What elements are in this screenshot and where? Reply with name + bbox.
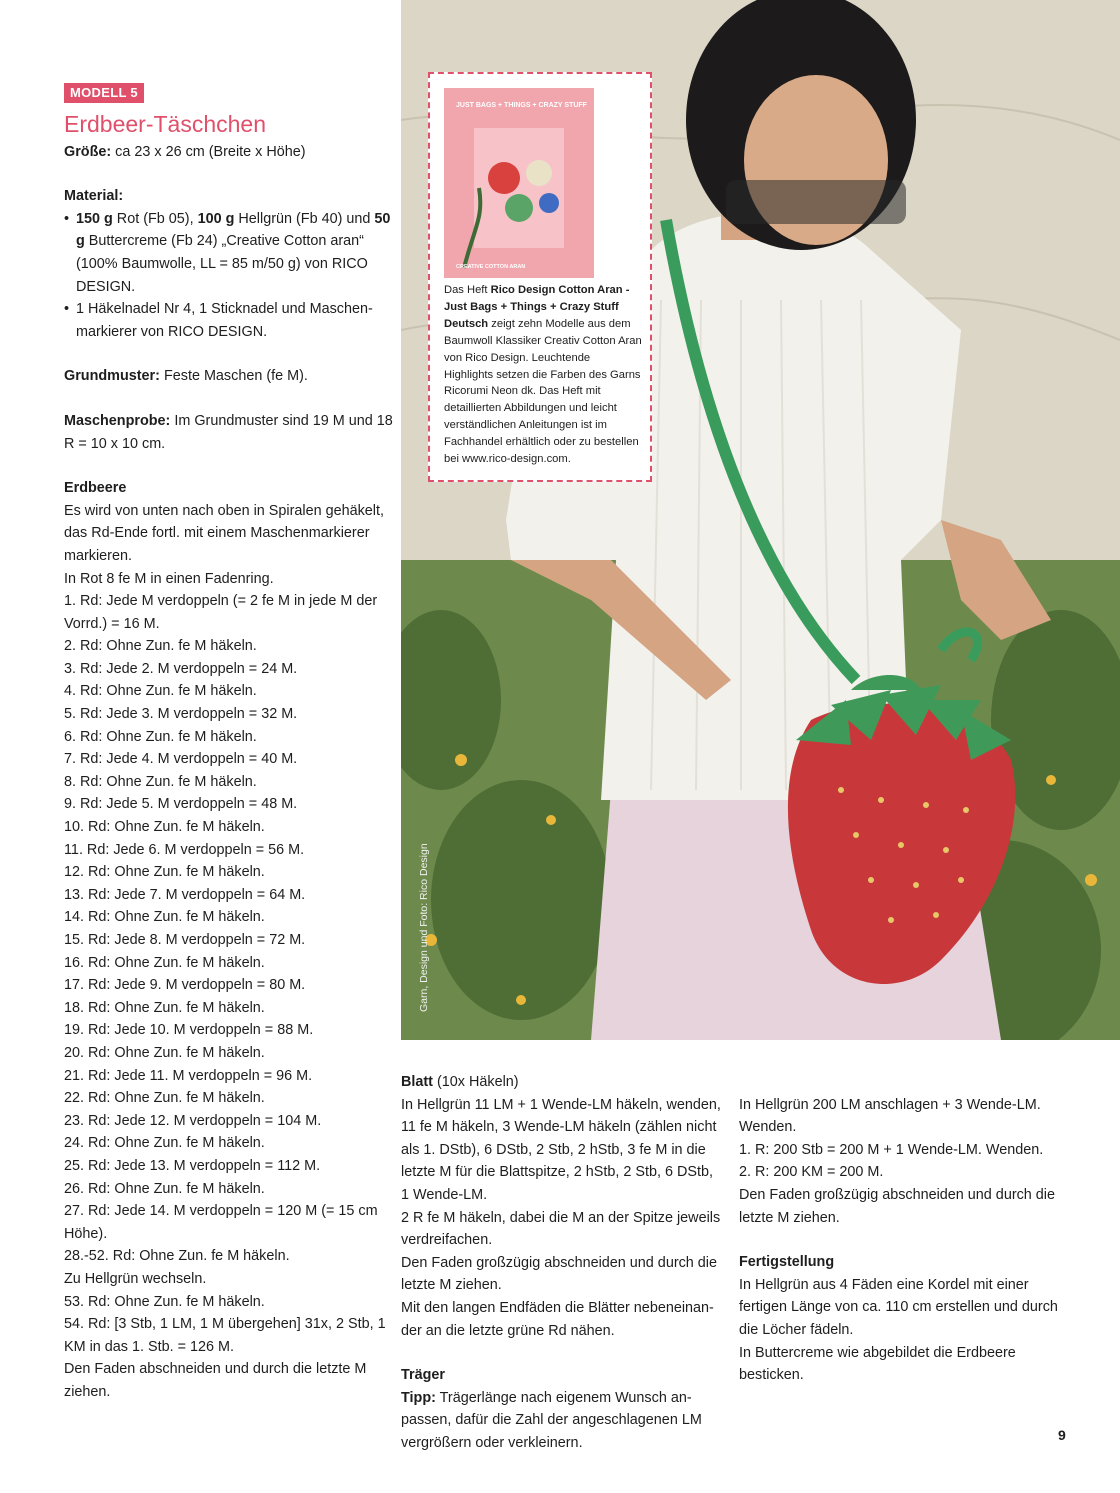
column-fertigstellung <box>739 1071 1079 1387</box>
traeger-line: 2. R: 200 KM = 200 M. <box>739 1164 884 1181</box>
erdbeere-round: 5. Rd: Jede 3. M verdoppeln = 32 M. <box>64 706 298 723</box>
book-cover-title: JUST BAGS + THINGS + CRAZY STUFF <box>456 102 587 109</box>
erdbeere-round: 13. Rd: Jede 7. M verdoppeln = 64 M. <box>64 886 306 903</box>
fertig-paragraph: In Buttercreme wie abgebildet die Erdbeere besticken. <box>739 1344 1016 1384</box>
size-label: Größe: <box>64 143 112 160</box>
book-cover-brand: CREATIVE COTTON ARAN <box>456 264 526 270</box>
erdbeere-round: 12. Rd: Ohne Zun. fe M häkeln. <box>64 864 265 881</box>
erdbeere-intro: In Rot 8 fe M in einen Fadenring. <box>64 570 274 587</box>
erdbeere-round: 28.-52. Rd: Ohne Zun. fe M häkeln. <box>64 1248 290 1265</box>
model-tag: MODELL 5 <box>64 83 144 103</box>
erdbeere-round: 7. Rd: Jede 4. M verdoppeln = 40 M. <box>64 751 298 768</box>
blatt-paragraph: Den Faden großzügig abschneiden und durch die letzte M ziehen. <box>401 1254 718 1294</box>
traeger-heading: Träger <box>401 1367 445 1384</box>
erdbeere-round: 22. Rd: Ohne Zun. fe M häkeln. <box>64 1090 265 1107</box>
traeger-line: 1. R: 200 Stb = 200 M + 1 Wende-LM. Wenden. <box>739 1141 1044 1158</box>
erdbeere-round: Den Faden abschneiden und durch die letzte M ziehen. <box>64 1361 367 1400</box>
fertig-heading: Fertigstellung <box>739 1254 835 1271</box>
column-blatt <box>401 1071 723 1455</box>
erdbeere-round: 9. Rd: Jede 5. M verdoppeln = 48 M. <box>64 796 298 813</box>
erdbeere-round: 10. Rd: Ohne Zun. fe M häkeln. <box>64 819 265 836</box>
page-title: Erdbeer-Täschchen <box>64 110 266 137</box>
erdbeere-round: 3. Rd: Jede 2. M verdoppeln = 24 M. <box>64 660 298 677</box>
book-info-box <box>428 72 652 482</box>
erdbeere-round: 27. Rd: Jede 14. M verdoppeln = 120 M (= 15 cm Höhe). <box>64 1203 378 1242</box>
erdbeere-round: 2. Rd: Ohne Zun. fe M häkeln. <box>64 638 257 655</box>
erdbeere-round: 17. Rd: Jede 9. M verdoppeln = 80 M. <box>64 977 306 994</box>
left-column <box>64 82 394 1403</box>
size-line <box>64 141 394 164</box>
tip-continuation <box>739 1071 1079 1094</box>
material-item-yarn: • 150 g Rot (Fb 05), 100 g Hellgrün (Fb 40) und 50 g Buttercreme (Fb 24) „Creative Cotton aran“ (100% Baumwolle, LL = 85 m/50 g) von RICO DESIGN. <box>64 208 394 298</box>
book-info-text: Das Heft Rico Design Cotton Aran - Just Bags + Things + Crazy Stuff Deutsch zeigt zehn Modelle aus dem Baumwoll Klassiker Creativ Cotton Aran von Rico Design. Leuchtende Highlights setzen die Farben des Garns Ricorumi Neon dk. Das Heft mit detaillierten Abbildungen und leicht verständlichen Anleitungen ist im Fachhandel erhältlich oder zu bestellen bei www.rico-design.com. <box>444 284 642 466</box>
erdbeere-round: 21. Rd: Jede 11. M verdoppeln = 96 M. <box>64 1067 313 1084</box>
fertig-paragraph: In Hellgrün aus 4 Fäden eine Kordel mit einer fertigen Länge von ca. 110 cm erstellen und durch die Löcher fädeln. <box>739 1276 1058 1338</box>
erdbeere-round: 53. Rd: Ohne Zun. fe M häkeln. <box>64 1293 265 1310</box>
erdbeere-round: 26. Rd: Ohne Zun. fe M häkeln. <box>64 1180 265 1197</box>
grundmuster-line: Grundmuster: Feste Maschen (fe M). <box>64 368 308 385</box>
book-cover-illustration <box>444 88 594 278</box>
erdbeere-round: 54. Rd: [3 Stb, 1 LM, 1 M übergehen] 31x, 2 Stb, 1 KM in das 1. Stb. = 126 M. <box>64 1316 386 1355</box>
blatt-heading-line: Blatt (10x Häkeln) <box>401 1074 519 1090</box>
erdbeere-round: 18. Rd: Ohne Zun. fe M häkeln. <box>64 999 265 1016</box>
traeger-line: In Hellgrün 200 LM anschlagen + 3 Wende-LM. Wenden. <box>739 1096 1041 1136</box>
page-number: 9 <box>1058 1427 1066 1443</box>
erdbeere-round: 15. Rd: Jede 8. M verdoppeln = 72 M. <box>64 932 306 948</box>
erdbeere-round: 14. Rd: Ohne Zun. fe M häkeln. <box>64 909 265 926</box>
erdbeere-round: 6. Rd: Ohne Zun. fe M häkeln. <box>64 728 257 745</box>
photo-credit: Garn, Design und Foto: Rico Design <box>418 843 430 1012</box>
erdbeere-round: Zu Hellgrün wechseln. <box>64 1270 207 1287</box>
blatt-paragraph: Mit den langen Endfäden die Blätter nebeneinander an die letzte grüne Rd nähen. <box>401 1299 714 1339</box>
erdbeere-rounds-list <box>64 590 394 1403</box>
material-item-tools: • 1 Häkelnadel Nr 4, 1 Sticknadel und Maschenmarkierer von RICO DESIGN. <box>64 298 394 343</box>
erdbeere-round: 8. Rd: Ohne Zun. fe M häkeln. <box>64 773 257 790</box>
book-cover-image <box>444 88 594 278</box>
erdbeere-heading: Erdbeere <box>64 480 127 497</box>
erdbeere-round: 4. Rd: Ohne Zun. fe M häkeln. <box>64 683 257 700</box>
maschenprobe-line: Maschenprobe: Im Grundmuster sind 19 M und 18 R = 10 x 10 cm. <box>64 412 393 452</box>
erdbeere-round: 23. Rd: Jede 12. M verdoppeln = 104 M. <box>64 1112 322 1129</box>
erdbeere-round: 19. Rd: Jede 10. M verdoppeln = 88 M. <box>64 1022 314 1039</box>
erdbeere-round: 11. Rd: Jede 6. M verdoppeln = 56 M. <box>64 841 305 858</box>
blatt-paragraph: 2 R fe M häkeln, dabei die M an der Spitze jeweils verdreifachen. <box>401 1209 721 1249</box>
erdbeere-round: 25. Rd: Jede 13. M verdoppeln = 112 M. <box>64 1157 321 1174</box>
erdbeere-round: 20. Rd: Ohne Zun. fe M häkeln. <box>64 1044 265 1061</box>
traeger-line: Den Faden großzügig abschneiden und durch die letzte M ziehen. <box>739 1186 1056 1226</box>
erdbeere-intro: Es wird von unten nach oben in Spiralen gehäkelt, das Rd-Ende fortl. mit einem Maschenmarkierer markieren. <box>64 502 385 564</box>
erdbeere-round: 1. Rd: Jede M verdoppeln (= 2 fe M in jede M der Vorrd.) = 16 M. <box>64 593 378 632</box>
erdbeere-round: 16. Rd: Ohne Zun. fe M häkeln. <box>64 954 265 971</box>
material-heading: Material: <box>64 188 124 205</box>
traeger-tip: Tipp: Trägerlänge nach eigenem Wunsch anpassen, dafür die Zahl der angeschlagenen LM vergrößern oder verkleinern. <box>401 1389 702 1451</box>
erdbeere-round: 24. Rd: Ohne Zun. fe M häkeln. <box>64 1135 265 1152</box>
blatt-paragraph: In Hellgrün 11 LM + 1 Wende-LM häkeln, wenden, 11 fe M häkeln, 3 Wende-LM häkeln (zählen nicht als 1. DStb), 6 DStb, 2 Stb, 2 hStb, 3 fe M in die letzte M für die Blattspitze, 2 hStb, 2 Stb, 6 DStb, 1 Wende-LM. <box>401 1096 721 1203</box>
size-value: ca 23 x 26 cm (Breite x Höhe) <box>111 143 306 160</box>
